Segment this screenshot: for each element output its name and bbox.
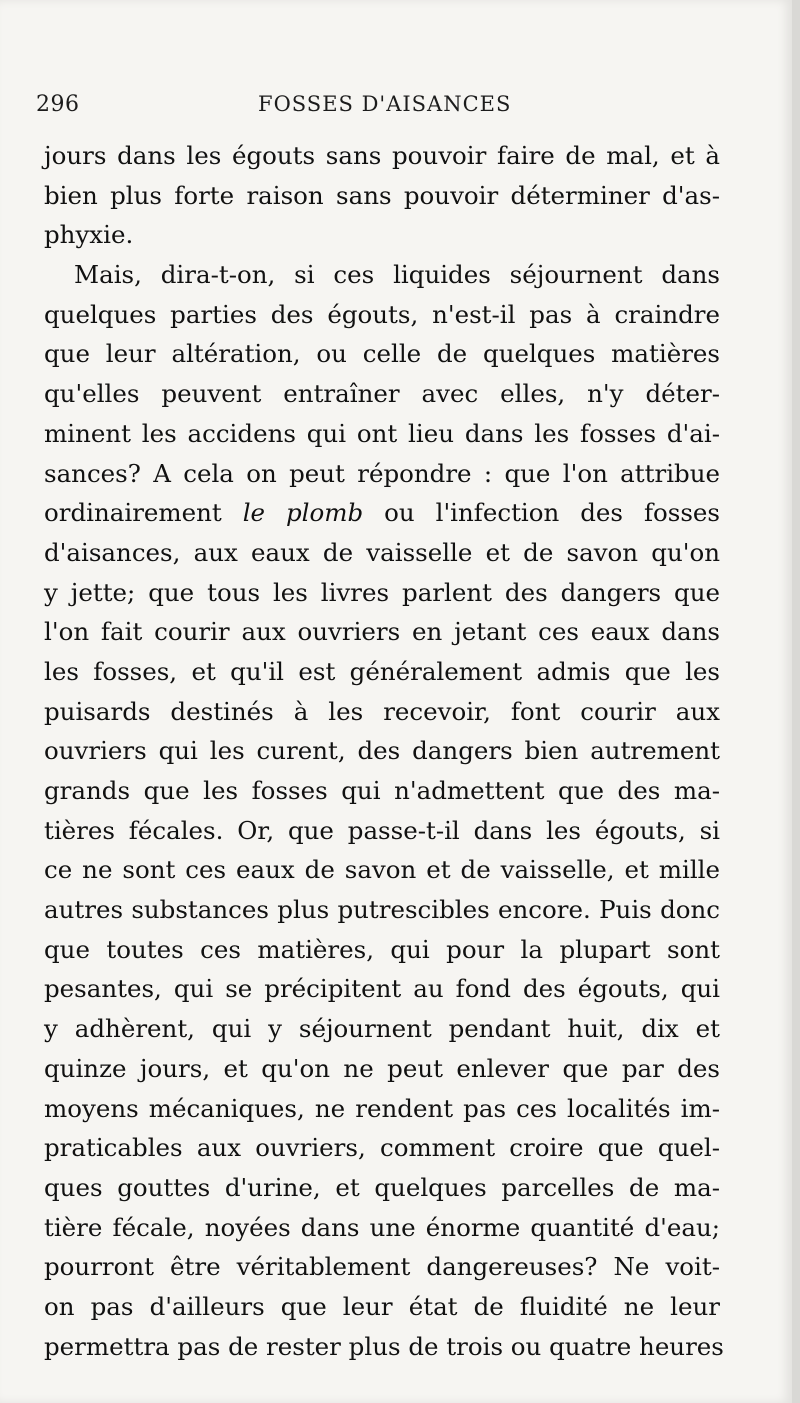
text-line: quelques parties des égouts, n'est-il pas à craindre [44, 299, 720, 329]
text-line: d'aisances, aux eaux de vaisselle et de savon qu'on [44, 537, 720, 567]
running-title: FOSSES D'AISANCES [258, 92, 512, 116]
page-header [36, 88, 736, 128]
text-line: l'on fait courir aux ouvriers en jetant ces eaux dans [44, 617, 720, 647]
text-line: y adhèrent, qui y séjournent pendant huit, dix et [44, 1014, 720, 1044]
text-line: grands que les fosses qui n'admettent que des ma- [44, 776, 720, 805]
text-line: permettra pas de rester plus de trois ou quatre heures [44, 1331, 724, 1361]
text-line: ce ne sont ces eaux de savon et de vaisselle, et mille [44, 855, 720, 885]
text-line: ouvriers qui les curent, des dangers bien autrement [44, 736, 720, 766]
text-line: que toutes ces matières, qui pour la plupart sont [44, 934, 720, 964]
text-line: tière fécale, noyées dans une énorme quantité d'eau; [44, 1212, 720, 1242]
text-line: sances? A cela on peut répondre : que l'on attribue [44, 458, 720, 488]
italic-term: le plomb [242, 498, 364, 528]
text-line: ques gouttes d'urine, et quelques parcelles de ma- [44, 1172, 720, 1202]
text-line: moyens mécaniques, ne rendent pas ces localités im- [44, 1093, 720, 1123]
text-line: quinze jours, et qu'on ne peut enlever que par des [44, 1053, 720, 1083]
text-line: praticables aux ouvriers, comment croire que quel- [44, 1133, 720, 1163]
text-line: pourront être véritablement dangereuses? Ne voit- [44, 1252, 720, 1282]
text-segment: ordinairement [44, 498, 243, 528]
body-text [44, 136, 724, 1366]
text-line: y jette; que tous les livres parlent des dangers que [44, 577, 720, 607]
text-line: minent les accidens qui ont lieu dans les fosses d'ai- [44, 418, 720, 448]
text-line: on pas d'ailleurs que leur état de fluidité ne leur [44, 1291, 720, 1321]
text-line: jours dans les égouts sans pouvoir faire de mal, et à [44, 141, 720, 170]
text-line: autres substances plus putrescibles encore. Puis donc [44, 895, 720, 925]
page-edge [792, 0, 800, 1403]
page-number: 296 [36, 92, 80, 117]
text-line: tières fécales. Or, que passe-t-il dans les égouts, si [44, 815, 720, 845]
text-line: puisards destinés à les recevoir, font courir aux [44, 696, 720, 726]
text-line: qu'elles peuvent entraîner avec elles, n'y déter- [44, 379, 720, 409]
text-line: les fosses, et qu'il est généralement admis que les [44, 656, 720, 686]
text-line: bien plus forte raison sans pouvoir déterminer d'as- [44, 180, 720, 210]
paragraph-start-line: Mais, dira-t-on, si ces liquides séjournent dans [74, 260, 720, 290]
text-line: phyxie. [44, 220, 134, 250]
text-line: pesantes, qui se précipitent au fond des égouts, qui [44, 974, 720, 1004]
text-segment: ou l'infection des fosses [363, 498, 720, 528]
text-line-with-italic [44, 493, 720, 533]
text-line: que leur altération, ou celle de quelques matières [44, 339, 720, 369]
